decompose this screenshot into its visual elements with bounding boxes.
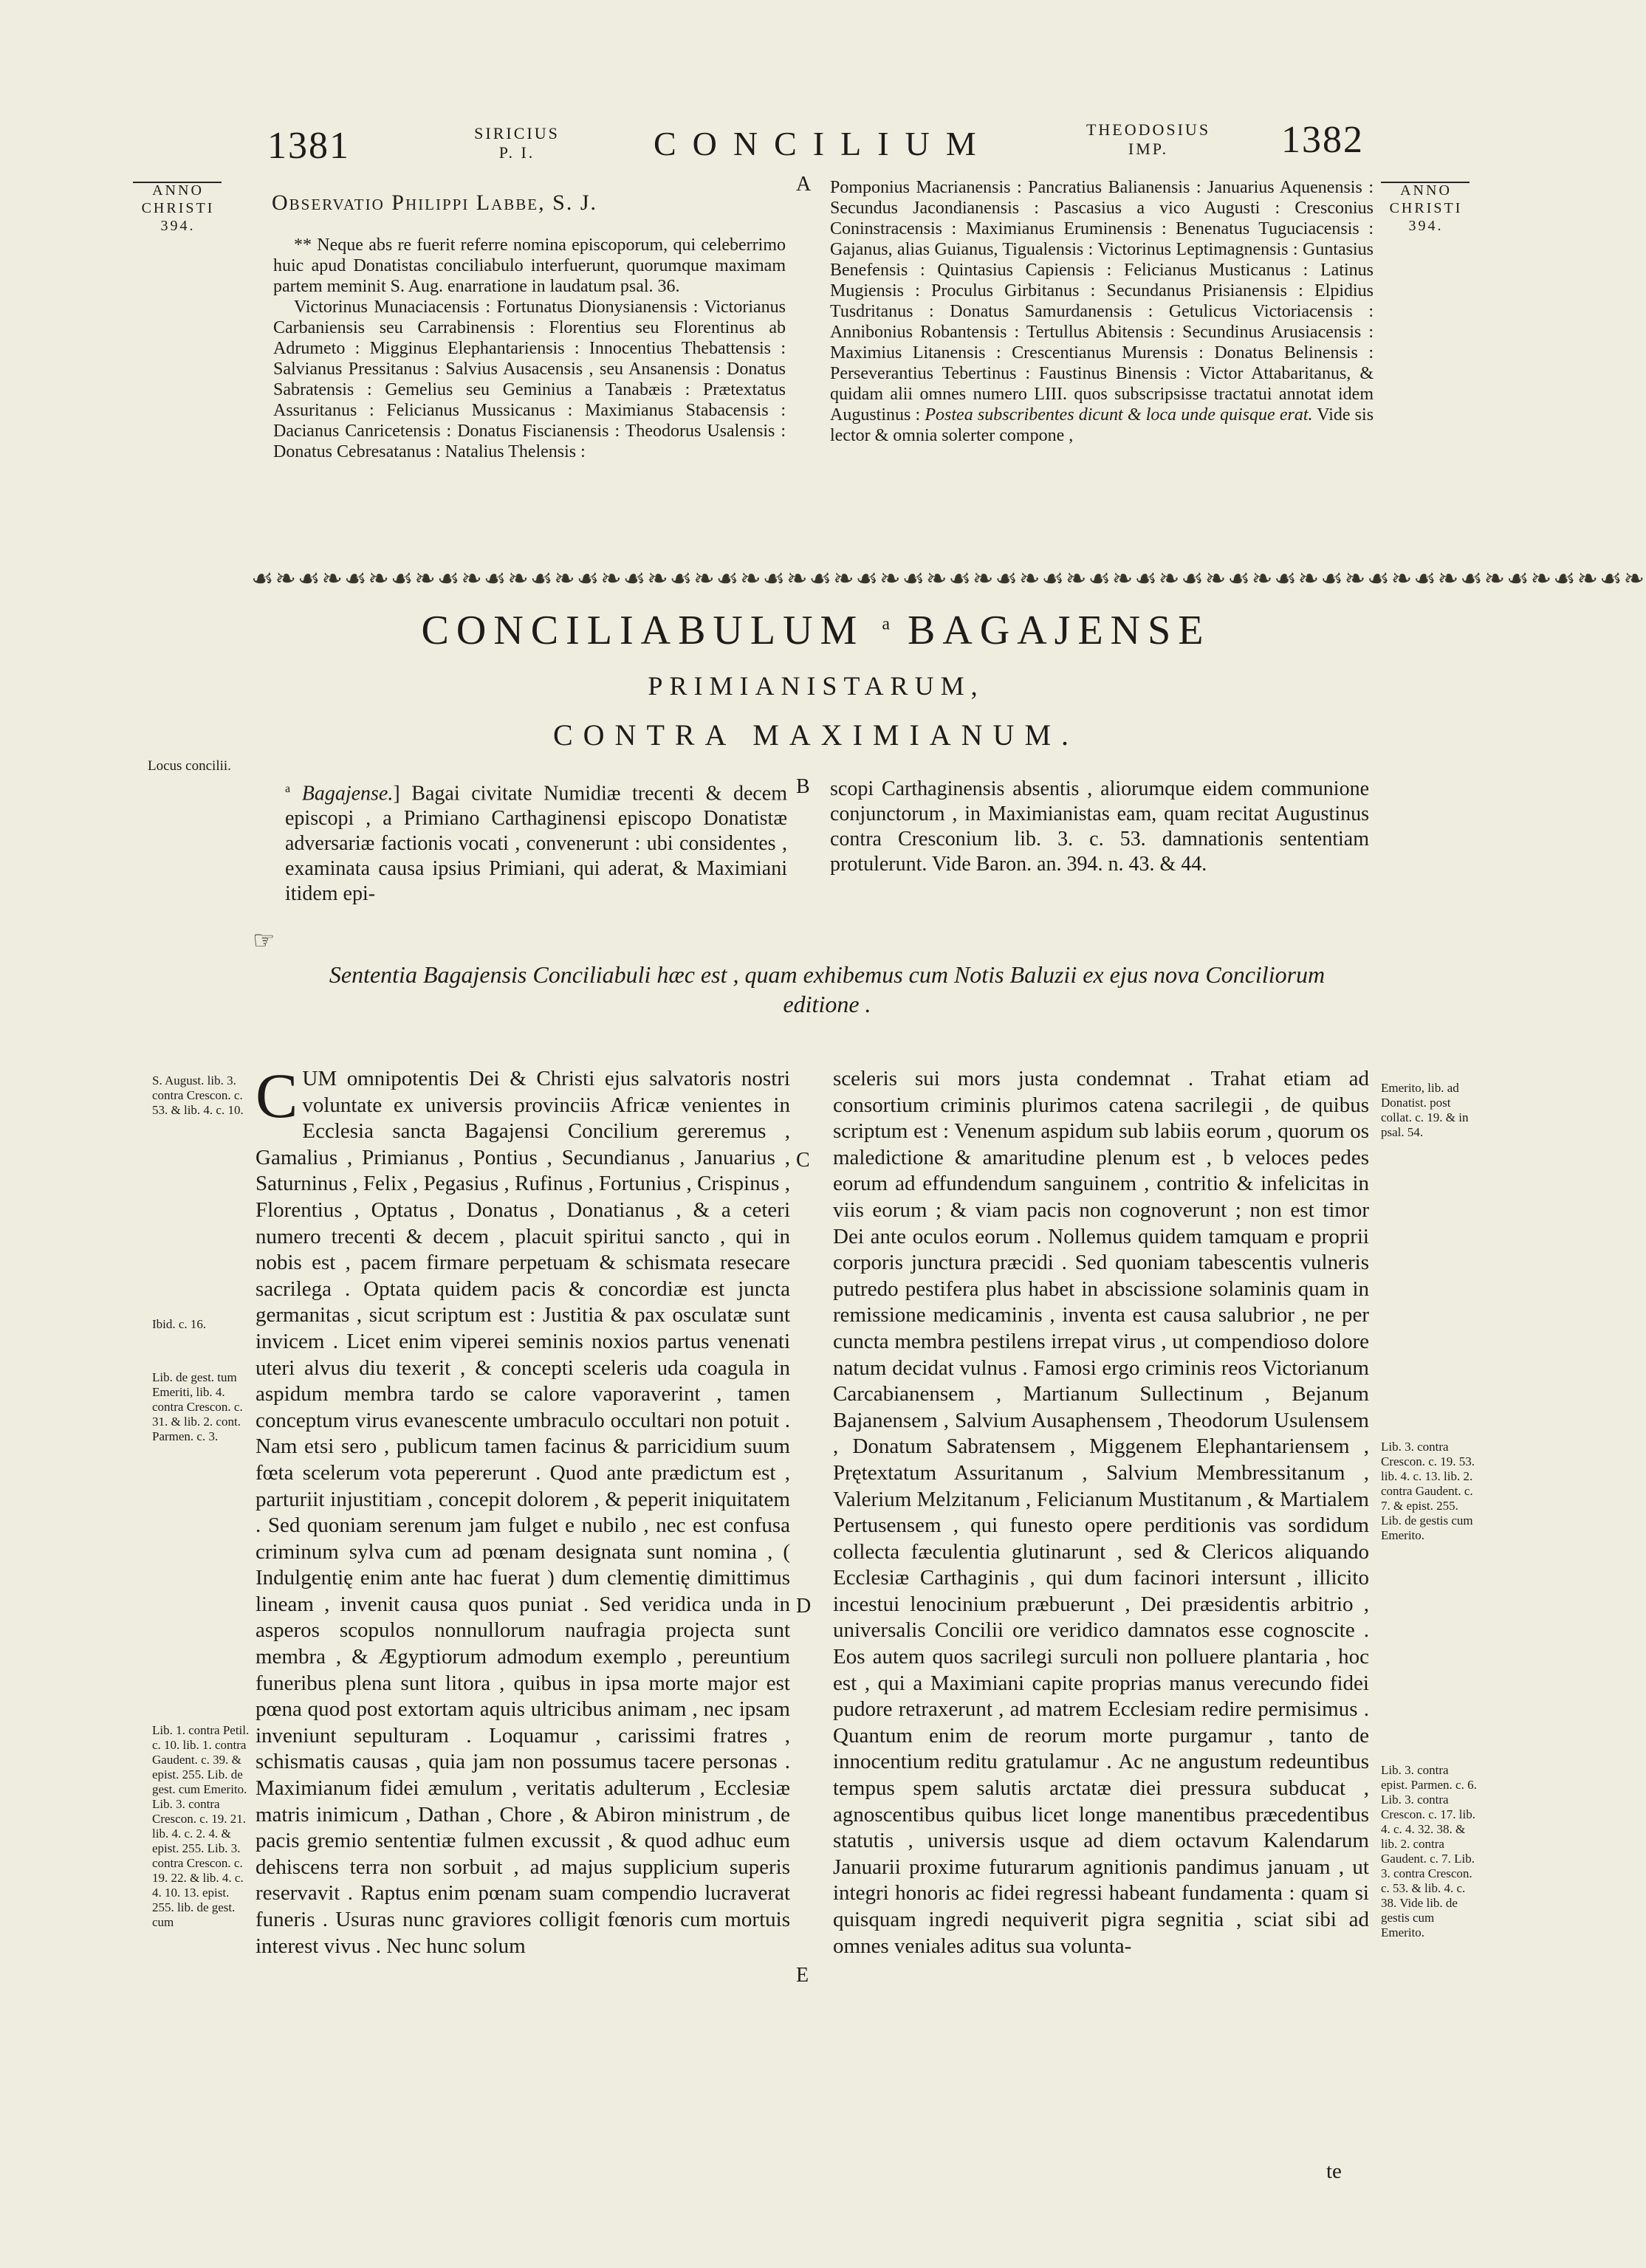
margin-letter-d: D bbox=[796, 1595, 812, 1618]
pope-name: SIRICIUS bbox=[474, 124, 560, 142]
left-note-4: Lib. 1. contra Petil. c. 10. lib. 1. contra Gaudent. c. 39. & epist. 255. Lib. de gest. cum Emerito. Lib. 3. contra Crescon. c. 19. 21. lib. 4. c. 2. 4. & epist. 255. Lib. 3. contra Crescon. c. 19. 22. & lib. 4. c. 4. 10. 13. epist. 255. lib. de gest. cum bbox=[152, 1723, 250, 1929]
observatio-intro: ** Neque abs re fuerit referre nomina episcoporum, qui celeberrimo huic apud Donatistas conciliabulo interfuerunt, quorumque maximam partem meminit S. Aug. enarratione in laudatum psal. 36. bbox=[273, 236, 786, 296]
observatio-left-column bbox=[273, 235, 786, 462]
emperor-name: THEODOSIUS bbox=[1086, 120, 1211, 139]
running-head-title: CONCILIUM bbox=[654, 125, 992, 162]
title-conciliabulum: CONCILIABULUM bbox=[421, 608, 865, 653]
anno-christi-left bbox=[131, 182, 224, 235]
bagajense-left-text: ] Bagai civitate Numidiæ trecenti & decem episcopi , a Primiano Carthaginensi episcopo Donatistæ adversariæ factionis vocati , convenerunt : ubi considentes , examinata causa ipsius Primiani, qui aderat, & Maximiani itidem epi- bbox=[285, 782, 788, 906]
margin-letter-e: E bbox=[796, 1964, 809, 1987]
right-note-3: Lib. 3. contra epist. Parmen. c. 6. Lib. 3. contra Crescon. c. 17. lib. 4. c. 4. 32. 38. & lib. 2. contra Gaudent. c. 7. Lib. 3. contra Crescon. c. 53. & lib. 4. c. 38. Vide lib. de gestis cum Emerito. bbox=[1381, 1763, 1477, 1939]
pope-sub: P. I. bbox=[498, 143, 535, 162]
emperor-sub: IMP. bbox=[1128, 140, 1169, 158]
drop-cap: C bbox=[256, 1060, 298, 1131]
left-note-1: S. August. lib. 3. contra Crescon. c. 53. & lib. 4. c. 10. bbox=[152, 1073, 244, 1117]
right-note-1: Emerito, lib. ad Donatist. post collat. c. 19. & in psal. 54. bbox=[1381, 1081, 1469, 1139]
main-right-text: sceleris sui mors justa condemnat . Trahat etiam ad consortium criminis plurimos catena sacrilegii , de quibus scriptum est : Venenum aspidum sub labiis eorum , quorum os maledictione & amaritudine plenum est , b veloces pedes eorum ad effundendum sanguinem , contritio & infelicitas in viis eorum ; & viam pacis non cognoverunt ; non est timor Dei ante oculos eorum . Nollemus quidem tamquam e proprii corporis junctura præcidi . Sed quoniam tabescentis vulneris putredo pestifera plus habet in abscissione solaminis quam in remissione medicaminis , inventa est causa salubrior , ne per cuncta membra pestilens irrepat virus , ut compendioso dolore natum decidat vulnus . Famosi ergo criminis reos Victorianum Carcabianensem , Martianum Sullectinum , Bejanum Bajanensem , Salvium Ausaphensem , Theodorum Usulensem , Donatum Sabratensem , Miggenem Elephantariensem , Prętextatum Assuritanum , Salvium Membressitanum , Valerium Melzitanum , Felicianum Mustitanum , & Martialem Pertusensem , qui funesto opere perditionis vas sordidum collecta fæculentia glutinarunt , sed & Clericos aliquando Ecclesiæ Carthaginis , qui dum facinori intersunt , illicito incestui lenocinium præbuerunt , Dei præsidentis arbitrio , universalis Concilii ore veridico damnatos esse cognoscite . Eos autem quos sacrilegi surculi non polluere plantaria , hoc est , qui a Maximiani capite proprias manus verecundo fidei pudore retraxerunt , ad matrem Ecclesiam redire permisimus . Quantum enim de reorum morte purgamur , tanto de innocentium reditu gratulamur . Ac ne angustum redeuntibus tempus spem salutis arctatæ diei pressura subducat , agnoscentibus quibus licet longe manentibus præcedentibus statutis , universis usque ad diem octavum Kalendarum Januarii proxime futurarum agnitionis pandimus januam , ut integri honoris ac fidei regressi habeant fundamenta : quam si quisquam ingredi nequiverit pigra segnitia , sciat sibi ad omnes veniales aditus sua volunta- bbox=[833, 1067, 1369, 1958]
year-label: 394. bbox=[1408, 218, 1444, 234]
main-right-column bbox=[833, 1066, 1369, 1959]
title-line3: CONTRA MAXIMIANUM. bbox=[552, 718, 1080, 752]
sententia-heading: Sententia Bagajensis Conciliabuli hæc est , quam exhibemus cum Notis Baluzii ex ejus nova Conciliorum editione . bbox=[329, 961, 1326, 1017]
anno-rule-right bbox=[1381, 182, 1470, 183]
names-right-text: Pomponius Macrianensis : Pancratius Balianensis : Januarius Aquenensis : Secundus Jacondianensis : Pascasius a vico Augusti : Cresconius Coninstracensis : Maximianus Eruminensis : Benenatus Tuguciacensis : Gajanus, alias Guianus, Tigualensis : Victorinus Leptimagnensis : Guntasius Benefensis : Quintasius Capiensis : Felicianus Musticanus : Latinus Mugiensis : Proculus Girbitanus : Secundanus Prisianensis : Elpidius Tusdritanus : Donatus Samurdanensis : Getulicus Victoriacensis : Annibonius Robantensis : Tertullus Abitensis : Secundinus Arusiacensis : Maximius Litanensis : Crescentianus Murensis : Donatus Belinensis : Perseverantius Tebertinus : Faustinus Binensis : Victor Attabaritanus, & quidam alii omnes numero LIII. quos subscripsisse tractatui annotat idem Augustinus : bbox=[830, 178, 1374, 425]
margin-letter-b: B bbox=[796, 775, 810, 798]
page-number-right: 1382 bbox=[1281, 119, 1364, 161]
year-label: 394. bbox=[160, 218, 196, 234]
left-note-3: Lib. de gest. tum Emeriti, lib. 4. contra Crescon. c. 31. & lib. 2. cont. Parmen. c. 3. bbox=[152, 1370, 243, 1443]
names-right-italic: Postea subscribentes dicunt & loca unde quisque erat. bbox=[925, 405, 1313, 425]
observatio-right-column bbox=[830, 177, 1374, 446]
margin-letter-a: A bbox=[796, 173, 812, 196]
page-number-left: 1381 bbox=[267, 125, 350, 167]
bagajense-right: scopi Carthaginensis absentis , aliorumque eidem communione conjunctorum , in Maximianistas eam, quam recitat Augustinus contra Cresconium lib. 3. c. 53. damnationis sententiam protulerunt. Vide Baron. an. 394. n. 43. & 44. bbox=[830, 777, 1369, 876]
title-line2: PRIMIANISTARUM, bbox=[648, 671, 984, 701]
anno-label: ANNO bbox=[152, 182, 204, 199]
right-note-2: Lib. 3. contra Crescon. c. 19. 53. lib. 4. c. 13. lib. 2. contra Gaudent. c. 7. & epist. 255. Lib. de gestis cum Emerito. bbox=[1381, 1440, 1475, 1542]
bagajense-left: $^a$ Bagajense.] Bagai civitate Numidiæ trecenti & decem episcopi , a Primiano Carthaginensi episcopo Donatistæ adversariæ factionis vocati , convenerunt : ubi considentes , examinata causa ipsius Primiani, qui aderat, & Maximiani itidem epi- bbox=[285, 782, 788, 906]
running-head-pope bbox=[443, 124, 591, 162]
locus-concilii-note: Locus concilii. bbox=[148, 758, 231, 774]
bagajense-label: Bagajense. bbox=[301, 782, 394, 805]
title-note-mark: a bbox=[882, 614, 890, 634]
observatio-names-right bbox=[830, 177, 1374, 446]
anno-label: ANNO bbox=[1400, 182, 1452, 199]
title-bagajense: BAGAJENSE bbox=[907, 608, 1211, 653]
christi-label: CHRISTI bbox=[1389, 200, 1463, 216]
ornament-band: ☙❧☙❧☙❧☙❧☙❧☙❧☙❧☙❧☙❧☙❧☙❧☙❧☙❧☙❧☙❧☙❧☙❧☙❧☙❧☙❧☙❧☙❧☙❧☙❧☙❧☙❧☙❧☙❧☙❧☙❧ bbox=[251, 566, 1646, 593]
anno-christi-right bbox=[1379, 182, 1472, 235]
names-right-end: Vide sis lector & omnia solerter compone , bbox=[830, 405, 1374, 445]
observatio-heading: Observatio Philippi Labbe, S. J. bbox=[272, 190, 597, 215]
title-line1 bbox=[266, 607, 1366, 654]
left-note-2: Ibid. c. 16. bbox=[152, 1317, 207, 1331]
catchword: te bbox=[1326, 2159, 1342, 2183]
christi-label: CHRISTI bbox=[141, 200, 215, 216]
main-left-text: UM omnipotentis Dei & Christi ejus salvatoris nostri voluntate ex universis provinciis Africæ venientes in Ecclesia sancta Bagajensi Concilium gereremus , Gamalius , Primianus , Pontius , Secundianus , Januarius , Saturninus , Felix , Pegasius , Rufinus , Fortunius , Crispinus , Florentius , Optatus , Donatus , Donatianus , & a ceteri numero trecenti & decem , placuit spiritui sancto , qui in nobis est , pacem firmare perpetuam & schismata resecare sacrilega . Optata quidem pacis & concordiæ est juncta germanitas , sicut scriptum est : Justitia & pax osculatæ sunt invicem . Licet enim viperei seminis noxios partus venenati uteri alvus diu texerit , & concepti sceleris uda coagula in aspidum membra tardo se calore vaporaverint , tamen conceptum virus evanescente umbraculo occultari non potuit . Nam etsi sero , publicum tamen facinus & parricidium suum fœta scelerum vota pepererunt . Quod ante prædictum est , parturiit injustitiam , concepit dolorem , & peperit iniquitatem . Sed quoniam serenum jam fulget e nubilo , nec est confusa criminum sylva cum ad pœnam designata sunt nomina , ( Indulgentię enim ante hac fuerat ) dum clementię dimittimus lineam , invenit causa quos puniat . Sed veridica unda in asperos scopulos nonnullorum naufragia projecta sunt membra , & Ægyptiorum admodum exemplo , pereuntium funeribus plena sunt litora , quibus in ipsa morte major est pœna quod post extortam aquis ultricibus animam , nec ipsam inveniunt sepulturam . Loquamur , carissimi fratres , schismatis causas , quia jam non possumus tacere personas . Maximianum fidei æmulum , veritatis adulterum , Ecclesiæ matris inimicum , Dathan , Chore , & Abiron ministrum , de pacis gremio sententiæ fulmen excussit , & quod adhuc eum dehiscens terra non sorbuit , ad majus supplicium superis reservavit . Raptus enim pœnam suam compendio lucraverat funeris . Usuras nunc graviores colligit fœnoris cum mortuis interest vivus . Nec hunc solum bbox=[256, 1067, 790, 1958]
anno-rule-left bbox=[133, 182, 222, 183]
manicule-icon: ☞ bbox=[253, 927, 275, 955]
main-left-column bbox=[256, 1060, 790, 1959]
running-head-emperor bbox=[1063, 120, 1233, 159]
margin-letter-c: C bbox=[796, 1149, 810, 1172]
observatio-names-left: Victorinus Munaciacensis : Fortunatus Dionysianensis : Victorianus Carbaniensis seu Carrabinensis : Florentius seu Florentinus ab Adrumeto : Migginus Elephantariensis : Innocentius Thebattensis : Salvianus Pressitanus : Salvius Ausacensis , seu Ansanensis : Donatus Sabratensis : Gemelius seu Geminius a Tanabæis : Prætextatus Assuritanus : Felicianus Mussicanus : Maximianus Stabacensis : Dacianus Canricetensis : Donatus Fiscianensis : Theodorus Usalensis : Donatus Cebresatanus : Natalius Thelensis : bbox=[273, 298, 786, 461]
